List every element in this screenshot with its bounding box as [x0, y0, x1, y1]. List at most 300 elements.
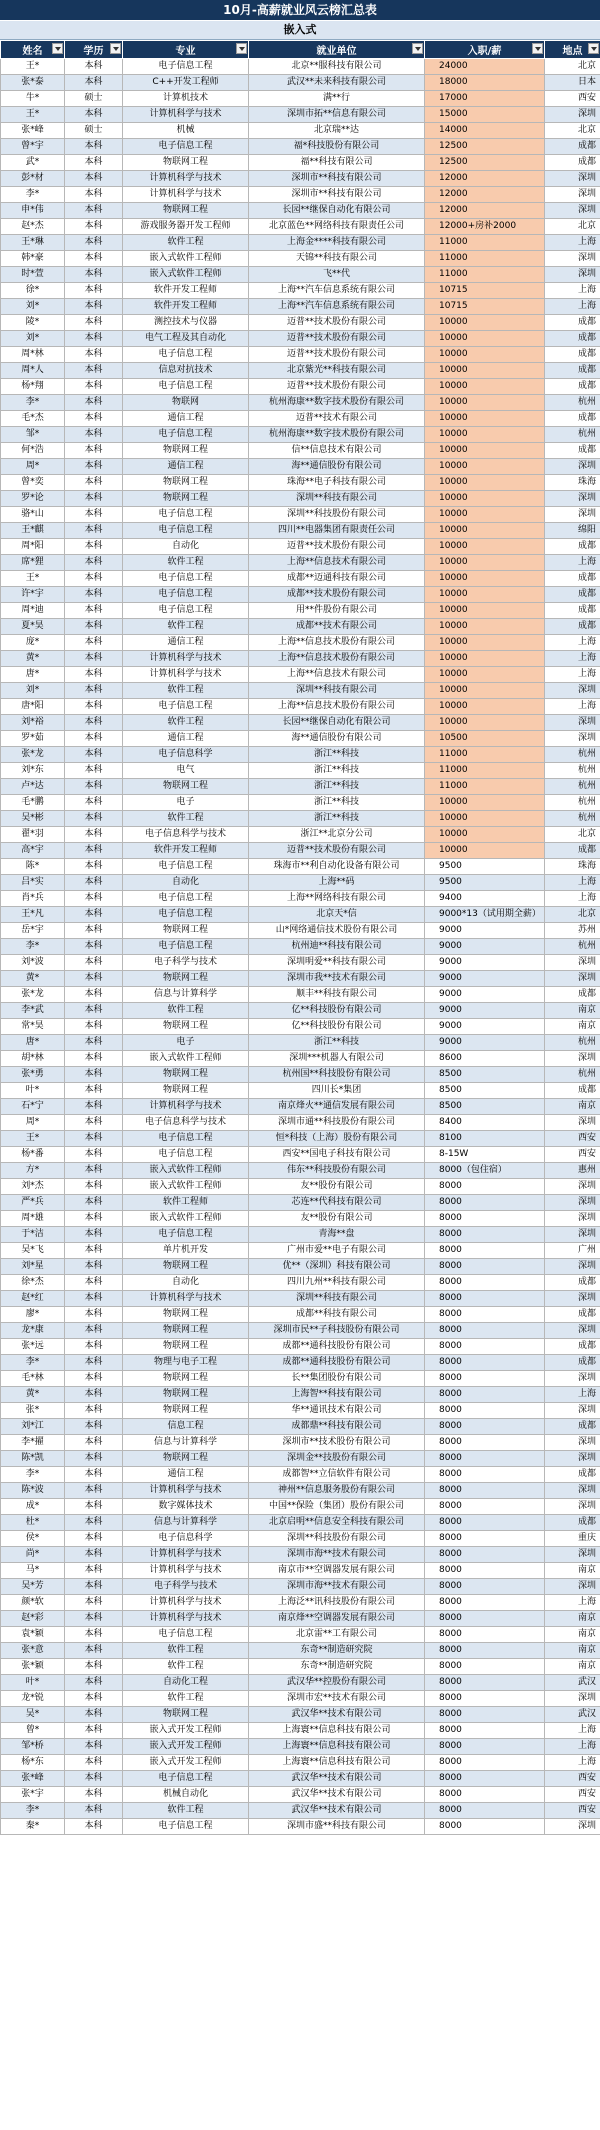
cell-degree[interactable]: 本科 [65, 299, 123, 315]
cell-degree[interactable]: 本科 [65, 1787, 123, 1803]
cell-degree[interactable]: 本科 [65, 427, 123, 443]
cell-name[interactable]: 王* [1, 107, 65, 123]
cell-major[interactable]: 嵌入式开发工程师 [123, 1723, 249, 1739]
cell-name[interactable]: 胡*林 [1, 1051, 65, 1067]
cell-salary[interactable]: 10000 [425, 379, 545, 395]
cell-employer[interactable]: 迈普**技术股份有限公司 [249, 331, 425, 347]
cell-name[interactable]: 邹* [1, 427, 65, 443]
cell-salary[interactable]: 10000 [425, 571, 545, 587]
cell-degree[interactable]: 本科 [65, 1531, 123, 1547]
cell-name[interactable]: 王* [1, 59, 65, 75]
cell-degree[interactable]: 本科 [65, 283, 123, 299]
cell-name[interactable]: 赵*杰 [1, 219, 65, 235]
cell-major[interactable]: 软件工程 [123, 715, 249, 731]
cell-location[interactable]: 深圳 [545, 491, 600, 507]
cell-salary[interactable]: 10000 [425, 331, 545, 347]
cell-employer[interactable]: 迈普**技术有限公司 [249, 411, 425, 427]
cell-salary[interactable]: 8000 [425, 1707, 545, 1723]
cell-major[interactable]: 电子信息科学与技术 [123, 1115, 249, 1131]
cell-degree[interactable]: 本科 [65, 1275, 123, 1291]
cell-major[interactable]: 电子信息工程 [123, 907, 249, 923]
cell-degree[interactable]: 本科 [65, 347, 123, 363]
cell-name[interactable]: 陈* [1, 859, 65, 875]
cell-location[interactable]: 北京 [545, 907, 600, 923]
cell-location[interactable]: 深圳 [545, 1435, 600, 1451]
cell-major[interactable]: 电子信息工程 [123, 1627, 249, 1643]
cell-degree[interactable]: 本科 [65, 939, 123, 955]
cell-employer[interactable]: 上海寰**信息科技有限公司 [249, 1723, 425, 1739]
cell-name[interactable]: 李* [1, 187, 65, 203]
cell-salary[interactable]: 8500 [425, 1083, 545, 1099]
cell-name[interactable]: 张*泰 [1, 75, 65, 91]
cell-degree[interactable]: 本科 [65, 635, 123, 651]
cell-major[interactable]: 电子信息工程 [123, 1819, 249, 1835]
cell-degree[interactable]: 本科 [65, 1227, 123, 1243]
cell-major[interactable]: 电子信息科学 [123, 747, 249, 763]
cell-degree[interactable]: 本科 [65, 1819, 123, 1835]
cell-employer[interactable]: 亿**科技股份有限公司 [249, 1019, 425, 1035]
cell-employer[interactable]: 深圳市通**科技股份有限公司 [249, 1115, 425, 1131]
cell-employer[interactable]: 武汉华**技术有限公司 [249, 1787, 425, 1803]
cell-location[interactable]: 日本 [545, 75, 600, 91]
cell-employer[interactable]: 南京烽**空调器发展有限公司 [249, 1611, 425, 1627]
cell-major[interactable]: 软件工程 [123, 555, 249, 571]
cell-degree[interactable]: 本科 [65, 539, 123, 555]
cell-name[interactable]: 张*意 [1, 1643, 65, 1659]
cell-employer[interactable]: 深圳***机器人有限公司 [249, 1051, 425, 1067]
cell-degree[interactable]: 本科 [65, 1083, 123, 1099]
cell-employer[interactable]: 上海泛**讯科技股份有限公司 [249, 1595, 425, 1611]
cell-major[interactable]: 嵌入式软件工程师 [123, 1051, 249, 1067]
cell-salary[interactable]: 11000 [425, 267, 545, 283]
cell-location[interactable]: 上海 [545, 1595, 600, 1611]
cell-major[interactable]: 电子信息工程 [123, 427, 249, 443]
cell-salary[interactable]: 10715 [425, 299, 545, 315]
cell-degree[interactable]: 本科 [65, 1419, 123, 1435]
cell-salary[interactable]: 8500 [425, 1067, 545, 1083]
cell-degree[interactable]: 本科 [65, 443, 123, 459]
cell-salary[interactable]: 8000 [425, 1371, 545, 1387]
cell-location[interactable]: 上海 [545, 699, 600, 715]
cell-degree[interactable]: 本科 [65, 1579, 123, 1595]
cell-major[interactable]: 机械自动化 [123, 1787, 249, 1803]
cell-employer[interactable]: 上海智**科技有限公司 [249, 1387, 425, 1403]
cell-degree[interactable]: 本科 [65, 651, 123, 667]
cell-degree[interactable]: 本科 [65, 891, 123, 907]
cell-name[interactable]: 刘*星 [1, 1259, 65, 1275]
cell-degree[interactable]: 本科 [65, 683, 123, 699]
cell-major[interactable]: 嵌入式开发工程师 [123, 1755, 249, 1771]
cell-location[interactable]: 武汉 [545, 1707, 600, 1723]
cell-salary[interactable]: 8000 [425, 1483, 545, 1499]
cell-major[interactable]: 电子信息工程 [123, 507, 249, 523]
cell-major[interactable]: 物联网工程 [123, 475, 249, 491]
cell-major[interactable]: 软件开发工程师 [123, 299, 249, 315]
cell-degree[interactable]: 本科 [65, 1739, 123, 1755]
cell-location[interactable]: 上海 [545, 1739, 600, 1755]
filter-dropdown-icon[interactable] [412, 43, 423, 54]
cell-salary[interactable]: 8000 [425, 1275, 545, 1291]
cell-location[interactable]: 西安 [545, 1771, 600, 1787]
cell-name[interactable]: 刘* [1, 331, 65, 347]
cell-name[interactable]: 李* [1, 1355, 65, 1371]
cell-salary[interactable]: 10000 [425, 427, 545, 443]
cell-name[interactable]: 唐*阳 [1, 699, 65, 715]
cell-degree[interactable]: 本科 [65, 1067, 123, 1083]
cell-employer[interactable]: 长**集团股份有限公司 [249, 1371, 425, 1387]
cell-name[interactable]: 刘*东 [1, 763, 65, 779]
cell-employer[interactable]: 友**股份有限公司 [249, 1179, 425, 1195]
cell-degree[interactable]: 本科 [65, 59, 123, 75]
cell-major[interactable]: 电子信息工程 [123, 571, 249, 587]
cell-location[interactable]: 上海 [545, 283, 600, 299]
cell-employer[interactable]: 成都**科技有限公司 [249, 1307, 425, 1323]
cell-location[interactable]: 上海 [545, 667, 600, 683]
cell-employer[interactable]: 浙江**科技 [249, 747, 425, 763]
cell-salary[interactable]: 10000 [425, 843, 545, 859]
cell-name[interactable]: 罗*茹 [1, 731, 65, 747]
cell-degree[interactable]: 硕士 [65, 123, 123, 139]
cell-salary[interactable]: 8000 [425, 1403, 545, 1419]
cell-name[interactable]: 王* [1, 571, 65, 587]
filter-dropdown-icon[interactable] [532, 43, 543, 54]
cell-location[interactable]: 杭州 [545, 763, 600, 779]
cell-employer[interactable]: 深圳市宏**技术有限公司 [249, 1691, 425, 1707]
cell-location[interactable]: 成都 [545, 379, 600, 395]
cell-location[interactable]: 深圳 [545, 715, 600, 731]
cell-major[interactable]: 电子 [123, 1035, 249, 1051]
cell-location[interactable]: 深圳 [545, 1051, 600, 1067]
cell-salary[interactable]: 9000 [425, 987, 545, 1003]
cell-salary[interactable]: 9000*13（试用期全薪） [425, 907, 545, 923]
cell-degree[interactable]: 硕士 [65, 91, 123, 107]
cell-major[interactable]: 计算机科学与技术 [123, 1595, 249, 1611]
cell-degree[interactable]: 本科 [65, 139, 123, 155]
cell-name[interactable]: 王* [1, 1131, 65, 1147]
cell-degree[interactable]: 本科 [65, 1451, 123, 1467]
cell-salary[interactable]: 8000 [425, 1259, 545, 1275]
cell-employer[interactable]: 北京启明**信息安全科技有限公司 [249, 1515, 425, 1531]
cell-major[interactable]: 软件工程师 [123, 1195, 249, 1211]
cell-salary[interactable]: 10000 [425, 539, 545, 555]
cell-location[interactable]: 珠海 [545, 859, 600, 875]
cell-major[interactable]: 电子信息工程 [123, 587, 249, 603]
cell-name[interactable]: 陵* [1, 315, 65, 331]
filter-dropdown-icon[interactable] [236, 43, 247, 54]
cell-location[interactable]: 深圳 [545, 267, 600, 283]
filter-dropdown-icon[interactable] [110, 43, 121, 54]
cell-salary[interactable]: 12500 [425, 155, 545, 171]
cell-degree[interactable]: 本科 [65, 1595, 123, 1611]
cell-salary[interactable]: 8000 [425, 1243, 545, 1259]
cell-salary[interactable]: 9000 [425, 1019, 545, 1035]
cell-salary[interactable]: 8000 [425, 1435, 545, 1451]
cell-salary[interactable]: 8000 [425, 1531, 545, 1547]
cell-name[interactable]: 张*颖 [1, 1659, 65, 1675]
cell-major[interactable]: 数字媒体技术 [123, 1499, 249, 1515]
cell-major[interactable]: 计算机科学与技术 [123, 1099, 249, 1115]
cell-location[interactable]: 南京 [545, 1099, 600, 1115]
cell-salary[interactable]: 8000 [425, 1819, 545, 1835]
cell-degree[interactable]: 本科 [65, 1499, 123, 1515]
cell-major[interactable]: 计算机技术 [123, 91, 249, 107]
cell-name[interactable]: 庞* [1, 635, 65, 651]
cell-major[interactable]: 电子信息工程 [123, 891, 249, 907]
cell-degree[interactable]: 本科 [65, 747, 123, 763]
cell-degree[interactable]: 本科 [65, 859, 123, 875]
cell-degree[interactable]: 本科 [65, 1131, 123, 1147]
cell-major[interactable]: 电子信息工程 [123, 1131, 249, 1147]
cell-employer[interactable]: 东奇**制造研究院 [249, 1659, 425, 1675]
cell-location[interactable]: 上海 [545, 299, 600, 315]
cell-location[interactable]: 深圳 [545, 1291, 600, 1307]
cell-salary[interactable]: 8-15W [425, 1147, 545, 1163]
cell-name[interactable]: 赵*彩 [1, 1611, 65, 1627]
cell-location[interactable]: 上海 [545, 891, 600, 907]
cell-degree[interactable]: 本科 [65, 171, 123, 187]
cell-employer[interactable]: 深圳市我**技术有限公司 [249, 971, 425, 987]
cell-major[interactable]: 计算机科学与技术 [123, 1547, 249, 1563]
cell-location[interactable]: 深圳 [545, 1499, 600, 1515]
cell-major[interactable]: 通信工程 [123, 411, 249, 427]
cell-salary[interactable]: 9000 [425, 923, 545, 939]
cell-name[interactable]: 吕*实 [1, 875, 65, 891]
cell-major[interactable]: 通信工程 [123, 635, 249, 651]
cell-degree[interactable]: 本科 [65, 1627, 123, 1643]
cell-location[interactable]: 珠海 [545, 475, 600, 491]
cell-employer[interactable]: 上海**汽车信息系统有限公司 [249, 283, 425, 299]
cell-degree[interactable]: 本科 [65, 619, 123, 635]
cell-employer[interactable]: 迈普**技术股份有限公司 [249, 379, 425, 395]
cell-employer[interactable]: 南京市**空调器发展有限公司 [249, 1563, 425, 1579]
cell-salary[interactable]: 8000 [425, 1771, 545, 1787]
cell-salary[interactable]: 8000 [425, 1675, 545, 1691]
cell-employer[interactable]: 四川九州**科技有限公司 [249, 1275, 425, 1291]
cell-employer[interactable]: 武汉华**技术有限公司 [249, 1771, 425, 1787]
cell-major[interactable]: 物联网工程 [123, 155, 249, 171]
cell-salary[interactable]: 8400 [425, 1115, 545, 1131]
cell-location[interactable]: 深圳 [545, 459, 600, 475]
cell-location[interactable]: 上海 [545, 1723, 600, 1739]
cell-employer[interactable]: 迈普**技术股份有限公司 [249, 539, 425, 555]
cell-location[interactable]: 成都 [545, 363, 600, 379]
cell-location[interactable]: 深圳 [545, 1403, 600, 1419]
cell-degree[interactable]: 本科 [65, 1099, 123, 1115]
cell-major[interactable]: 电子 [123, 795, 249, 811]
cell-name[interactable]: 申*伟 [1, 203, 65, 219]
cell-degree[interactable]: 本科 [65, 1643, 123, 1659]
cell-degree[interactable]: 本科 [65, 315, 123, 331]
cell-employer[interactable]: 深圳金**技股份有限公司 [249, 1451, 425, 1467]
cell-major[interactable]: 电气 [123, 763, 249, 779]
cell-name[interactable]: 周*人 [1, 363, 65, 379]
cell-degree[interactable]: 本科 [65, 1435, 123, 1451]
cell-name[interactable]: 刘*江 [1, 1419, 65, 1435]
cell-employer[interactable]: 上海**信息技术有限公司 [249, 667, 425, 683]
cell-degree[interactable]: 本科 [65, 1723, 123, 1739]
cell-employer[interactable]: 上海**信息技术股份有限公司 [249, 651, 425, 667]
cell-major[interactable]: 信息与计算科学 [123, 1435, 249, 1451]
cell-location[interactable]: 杭州 [545, 939, 600, 955]
cell-location[interactable]: 深圳 [545, 1323, 600, 1339]
cell-location[interactable]: 深圳 [545, 731, 600, 747]
cell-location[interactable]: 成都 [545, 1083, 600, 1099]
cell-major[interactable]: 计算机科学与技术 [123, 1611, 249, 1627]
cell-location[interactable]: 杭州 [545, 779, 600, 795]
cell-location[interactable]: 成都 [545, 603, 600, 619]
cell-degree[interactable]: 本科 [65, 715, 123, 731]
cell-location[interactable]: 深圳 [545, 1227, 600, 1243]
cell-name[interactable]: 毛*林 [1, 1371, 65, 1387]
cell-location[interactable]: 成都 [545, 315, 600, 331]
cell-location[interactable]: 深圳 [545, 1179, 600, 1195]
cell-salary[interactable]: 15000 [425, 107, 545, 123]
cell-employer[interactable]: 顺丰**科技有限公司 [249, 987, 425, 1003]
cell-location[interactable]: 成都 [545, 587, 600, 603]
cell-major[interactable]: 物联网工程 [123, 1707, 249, 1723]
cell-major[interactable]: 物联网工程 [123, 1019, 249, 1035]
cell-salary[interactable]: 8100 [425, 1131, 545, 1147]
cell-employer[interactable]: 深圳市拓**信息有限公司 [249, 107, 425, 123]
cell-name[interactable]: 赵*红 [1, 1291, 65, 1307]
cell-name[interactable]: 彭*材 [1, 171, 65, 187]
cell-employer[interactable]: 深圳**科技股份有限公司 [249, 507, 425, 523]
cell-degree[interactable]: 本科 [65, 1259, 123, 1275]
cell-employer[interactable]: 东奇**制造研究院 [249, 1643, 425, 1659]
cell-location[interactable]: 成都 [545, 1467, 600, 1483]
cell-salary[interactable]: 10000 [425, 651, 545, 667]
cell-employer[interactable]: 四川**电器集团有限责任公司 [249, 523, 425, 539]
cell-degree[interactable]: 本科 [65, 491, 123, 507]
cell-salary[interactable]: 10000 [425, 811, 545, 827]
cell-name[interactable]: 常*昊 [1, 1019, 65, 1035]
cell-name[interactable]: 龙*锐 [1, 1691, 65, 1707]
cell-salary[interactable]: 8000 [425, 1611, 545, 1627]
cell-salary[interactable]: 10000 [425, 603, 545, 619]
cell-employer[interactable]: 深圳**科技股份有限公司 [249, 1531, 425, 1547]
cell-major[interactable]: 电子信息工程 [123, 859, 249, 875]
cell-location[interactable]: 深圳 [545, 1211, 600, 1227]
cell-major[interactable]: 软件工程 [123, 1643, 249, 1659]
cell-employer[interactable]: 成都**技术股份有限公司 [249, 587, 425, 603]
cell-employer[interactable]: 上海金****科技有限公司 [249, 235, 425, 251]
cell-salary[interactable]: 8000 [425, 1547, 545, 1563]
cell-name[interactable]: 牛* [1, 91, 65, 107]
cell-location[interactable]: 深圳 [545, 1579, 600, 1595]
cell-degree[interactable]: 本科 [65, 155, 123, 171]
cell-major[interactable]: 信息对抗技术 [123, 363, 249, 379]
cell-employer[interactable]: 深圳**科技有限公司 [249, 491, 425, 507]
cell-name[interactable]: 陈*凯 [1, 1451, 65, 1467]
cell-salary[interactable]: 8000 [425, 1659, 545, 1675]
cell-salary[interactable]: 8000 [425, 1227, 545, 1243]
cell-location[interactable]: 成都 [545, 139, 600, 155]
cell-name[interactable]: 王*凡 [1, 907, 65, 923]
cell-major[interactable]: 计算机科学与技术 [123, 107, 249, 123]
cell-name[interactable]: 徐* [1, 283, 65, 299]
cell-location[interactable]: 苏州 [545, 923, 600, 939]
cell-employer[interactable]: 珠海市**利自动化设备有限公司 [249, 859, 425, 875]
cell-location[interactable]: 深圳 [545, 1115, 600, 1131]
cell-major[interactable]: 电子信息工程 [123, 603, 249, 619]
cell-employer[interactable]: 迈普**技术股份有限公司 [249, 843, 425, 859]
cell-employer[interactable]: 华**通讯技术有限公司 [249, 1403, 425, 1419]
cell-employer[interactable]: 信**信息技术有限公司 [249, 443, 425, 459]
cell-employer[interactable]: 深圳**科技有限公司 [249, 1291, 425, 1307]
cell-salary[interactable]: 17000 [425, 91, 545, 107]
cell-degree[interactable]: 本科 [65, 475, 123, 491]
cell-degree[interactable]: 本科 [65, 411, 123, 427]
cell-major[interactable]: 物联网工程 [123, 1083, 249, 1099]
cell-degree[interactable]: 本科 [65, 1403, 123, 1419]
cell-salary[interactable]: 10000 [425, 827, 545, 843]
cell-degree[interactable]: 本科 [65, 267, 123, 283]
cell-major[interactable]: 电子信息工程 [123, 939, 249, 955]
cell-degree[interactable]: 本科 [65, 1179, 123, 1195]
cell-degree[interactable]: 本科 [65, 1691, 123, 1707]
cell-major[interactable]: 嵌入式软件工程师 [123, 267, 249, 283]
cell-location[interactable]: 深圳 [545, 971, 600, 987]
cell-salary[interactable]: 12000 [425, 187, 545, 203]
cell-name[interactable]: 杜* [1, 1515, 65, 1531]
cell-employer[interactable]: 武汉华**技术有限公司 [249, 1707, 425, 1723]
cell-location[interactable]: 深圳 [545, 1371, 600, 1387]
cell-employer[interactable]: 武汉华**控股份有限公司 [249, 1675, 425, 1691]
cell-employer[interactable]: 神州**信息服务股份有限公司 [249, 1483, 425, 1499]
cell-degree[interactable]: 本科 [65, 187, 123, 203]
cell-degree[interactable]: 本科 [65, 1387, 123, 1403]
cell-location[interactable]: 南京 [545, 1659, 600, 1675]
cell-major[interactable]: 计算机科学与技术 [123, 187, 249, 203]
cell-location[interactable]: 深圳 [545, 1195, 600, 1211]
cell-degree[interactable]: 本科 [65, 1771, 123, 1787]
cell-major[interactable]: 物联网工程 [123, 1307, 249, 1323]
cell-name[interactable]: 秦* [1, 1819, 65, 1835]
cell-salary[interactable]: 8000 [425, 1595, 545, 1611]
cell-degree[interactable]: 本科 [65, 523, 123, 539]
cell-degree[interactable]: 本科 [65, 251, 123, 267]
cell-salary[interactable]: 11000 [425, 779, 545, 795]
cell-salary[interactable]: 8600 [425, 1051, 545, 1067]
cell-salary[interactable]: 8000 [425, 1499, 545, 1515]
cell-name[interactable]: 邹*桥 [1, 1739, 65, 1755]
cell-employer[interactable]: 海**通信股份有限公司 [249, 459, 425, 475]
cell-employer[interactable]: 用**件股份有限公司 [249, 603, 425, 619]
cell-salary[interactable]: 9400 [425, 891, 545, 907]
cell-name[interactable]: 韩*豪 [1, 251, 65, 267]
cell-name[interactable]: 杨*东 [1, 1755, 65, 1771]
cell-salary[interactable]: 8000 [425, 1739, 545, 1755]
cell-location[interactable]: 深圳 [545, 683, 600, 699]
column-header-employer[interactable]: 就业单位 [249, 41, 425, 59]
filter-dropdown-icon[interactable] [588, 43, 599, 54]
cell-name[interactable]: 李*擢 [1, 1435, 65, 1451]
cell-major[interactable]: 软件工程 [123, 1691, 249, 1707]
cell-degree[interactable]: 本科 [65, 1563, 123, 1579]
cell-employer[interactable]: 武汉**未来科技有限公司 [249, 75, 425, 91]
cell-salary[interactable]: 9000 [425, 1003, 545, 1019]
cell-salary[interactable]: 8000 [425, 1195, 545, 1211]
cell-location[interactable]: 广州 [545, 1243, 600, 1259]
cell-employer[interactable]: 四川长*集团 [249, 1083, 425, 1099]
cell-salary[interactable]: 8500 [425, 1099, 545, 1115]
cell-employer[interactable]: 天锦**科技有限公司 [249, 251, 425, 267]
cell-location[interactable]: 西安 [545, 1147, 600, 1163]
cell-location[interactable]: 深圳 [545, 1819, 600, 1835]
cell-employer[interactable]: 上海**信息技术有限公司 [249, 555, 425, 571]
cell-location[interactable]: 南京 [545, 1563, 600, 1579]
cell-location[interactable]: 成都 [545, 331, 600, 347]
